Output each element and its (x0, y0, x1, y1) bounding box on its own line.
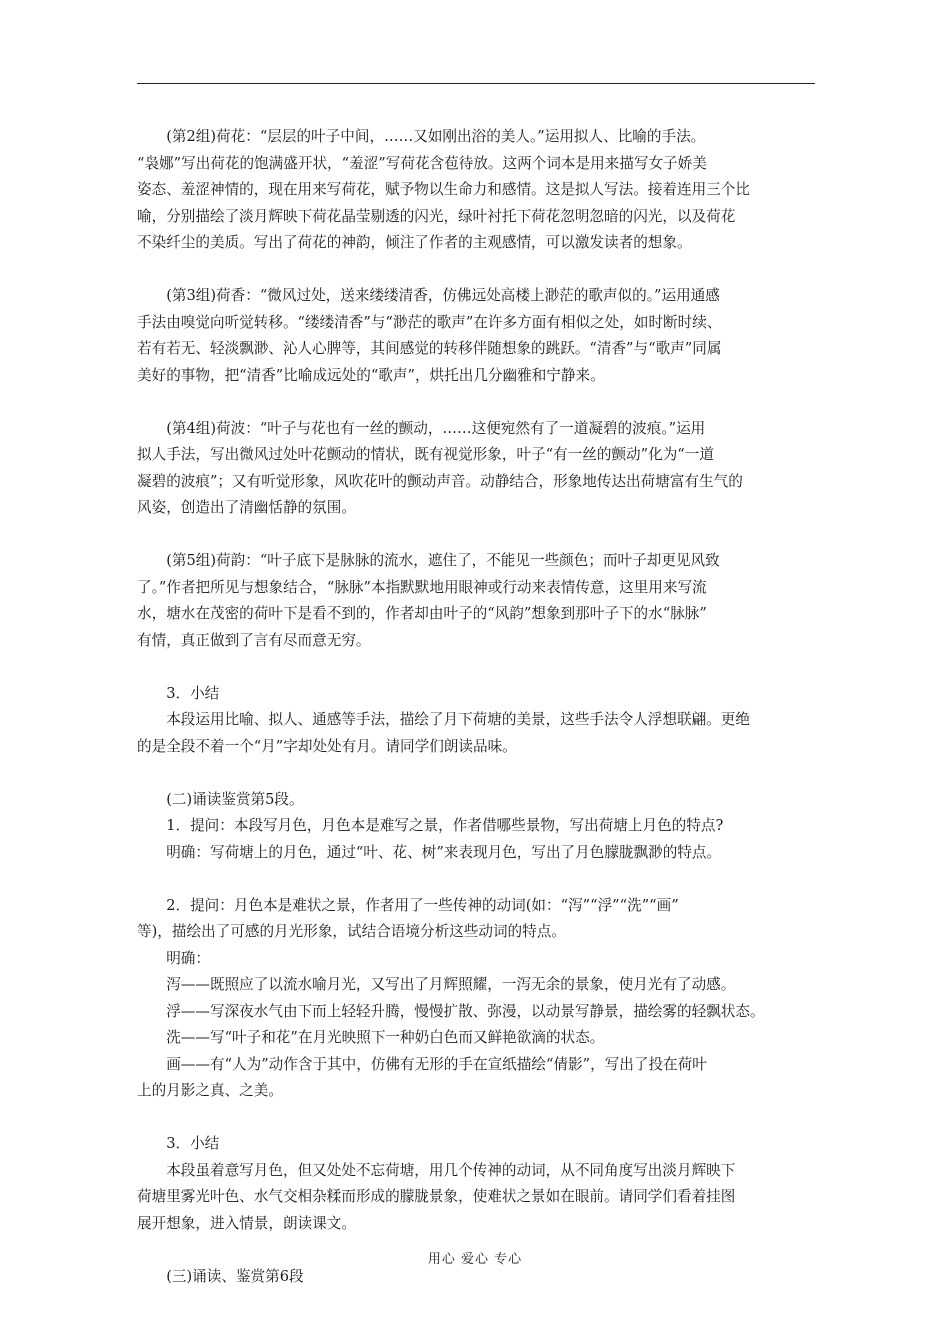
text-line: 凝碧的波痕”；又有听觉形象，风吹花叶的颤动声音。动静结合，形象地传达出荷塘富有生气的 (137, 472, 743, 490)
paragraph-gap (137, 866, 823, 893)
text-line: (第3组)荷香：“微风过处，送来缕缕清香，仿佛远处高楼上渺茫的歌声似的。”运用通感 (166, 287, 720, 304)
text-line: 1．提问：本段写月色，月色本是难写之景，作者借哪些景物，写出荷塘上月色的特点? (166, 817, 724, 834)
paragraph-section-5-q2 (137, 893, 823, 1105)
text-line: (第4组)荷波：“叶子与花也有一丝的颤动，……这便宛然有了一道凝碧的波痕。”运用 (166, 419, 706, 437)
text-line: 展开想象，进入情景，朗读课文。 (137, 1214, 356, 1232)
paragraph-gap (137, 257, 823, 284)
text-line: 了。”作者把所见与想象结合，“脉脉”本指默默地用眼神或行动来表情传意，这里用来写流 (137, 578, 707, 596)
paragraph-gap (137, 389, 823, 416)
text-line: 不染纤尘的美质。写出了荷花的神韵，倾注了作者的主观感情，可以激发读者的想象。 (137, 234, 692, 251)
text-line: 明确：写荷塘上的月色，通过“叶、花、树”来表现月色，写出了月色朦胧飘渺的特点。 (166, 843, 722, 861)
paragraph-lotus-flower (137, 124, 823, 257)
text-line: 泻——既照应了以流水喻月光，又写出了月辉照耀，一泻无余的景象，使月光有了动感。 (166, 976, 736, 993)
paragraph-lotus-fragrance (137, 283, 823, 389)
subheading: 3．小结 (166, 684, 220, 702)
text-line: 喻，分别描绘了淡月辉映下荷花晶莹剔透的闪光，绿叶衬托下荷花忽明忽暗的闪光，以及荷花 (137, 207, 736, 225)
text-line: 浮——写深夜水气由下而上轻轻升腾，慢慢扩散、弥漫，以动景写静景，描绘雾的轻飘状态。 (166, 1002, 765, 1020)
paragraph-gap (137, 654, 823, 681)
section-heading: (二)诵读鉴赏第5段。 (166, 790, 304, 808)
text-line: 风姿，创造出了清幽恬静的氛围。 (137, 499, 356, 516)
text-line: 有情，真正做到了言有尽而意无穷。 (137, 631, 371, 649)
paragraph-gap (137, 760, 823, 787)
paragraph-summary-2 (137, 1131, 823, 1237)
text-line: 等)，描绘出了可感的月光形象，试结合语境分析这些动词的特点。 (137, 923, 566, 940)
text-line: “袅娜”写出荷花的饱满盛开状，“羞涩”写荷花含苞待放。这两个词本是用来描写女子娇美 (137, 154, 707, 172)
paragraph-summary-1 (137, 681, 823, 761)
text-line: 2．提问：月色本是难状之景，作者用了一些传神的动词(如：“泻”“浮”“洗”“画” (166, 896, 679, 914)
paragraph-section-5-q1 (137, 787, 823, 867)
text-line: 水，塘水在茂密的荷叶下是看不到的，作者却由叶子的“风韵”想象到那叶子下的水“脉脉” (137, 605, 707, 622)
text-line: (第2组)荷花：“层层的叶子中间，……又如刚出浴的美人。”运用拟人、比喻的手法。 (166, 128, 706, 145)
subheading: 3．小结 (166, 1135, 220, 1152)
header-rule (137, 83, 815, 84)
paragraph-gap (137, 1105, 823, 1132)
paragraph-gap (137, 522, 823, 549)
section-heading: (三)诵读、鉴赏第6段 (166, 1267, 304, 1285)
text-line: 姿态、羞涩神情的，现在用来写荷花，赋予物以生命力和感情。这是拟人写法。接着连用三个比 (137, 181, 750, 198)
paragraph-lotus-charm (137, 548, 823, 654)
text-line: 荷塘里雾光叶色、水气交相杂糅而形成的朦胧景象，使难状之景如在眼前。请同学们看着挂图 (137, 1188, 736, 1205)
page-footer: 用心 爱心 专心 (427, 1252, 523, 1267)
text-line: 本段虽着意写月色，但又处处不忘荷塘，用几个传神的动词，从不同角度写出淡月辉映下 (166, 1161, 736, 1179)
text-line: 画——有“人为”动作含于其中，仿佛有无形的手在宣纸描绘“倩影”，写出了投在荷叶 (166, 1055, 707, 1073)
text-line: (第5组)荷韵：“叶子底下是脉脉的流水，遮住了，不能见一些颜色；而叶子却更见风致 (166, 552, 720, 569)
document-body (137, 124, 823, 1290)
text-line: 美好的事物，把“清香”比喻成远处的“歌声”，烘托出几分幽雅和宁静来。 (137, 366, 605, 384)
text-line: 洗——写“叶子和花”在月光映照下一种奶白色而又鲜艳欲滴的状态。 (166, 1029, 605, 1046)
text-line: 上的月影之真、之美。 (137, 1082, 283, 1099)
text-line: 手法由嗅觉向听觉转移。“缕缕清香”与“渺茫的歌声”在许多方面有相似之处，如时断时续、 (137, 313, 722, 331)
paragraph-lotus-wave (137, 416, 823, 522)
text-line: 若有若无、轻淡飘渺、沁人心脾等，其间感觉的转移伴随想象的跳跃。“清香”与“歌声”同属 (137, 340, 722, 357)
paragraph-section-6 (137, 1264, 823, 1291)
text-line: 拟人手法，写出微风过处叶花颤动的情状，既有视觉形象，叶子“有一丝的颤动”化为“一道 (137, 446, 714, 463)
text-line: 明确： (166, 949, 210, 967)
text-line: 的是全段不着一个“月”字却处处有月。请同学们朗读品味。 (137, 737, 517, 755)
text-line: 本段运用比喻、拟人、通感等手法，描绘了月下荷塘的美景，这些手法令人浮想联翩。更绝 (166, 711, 750, 728)
